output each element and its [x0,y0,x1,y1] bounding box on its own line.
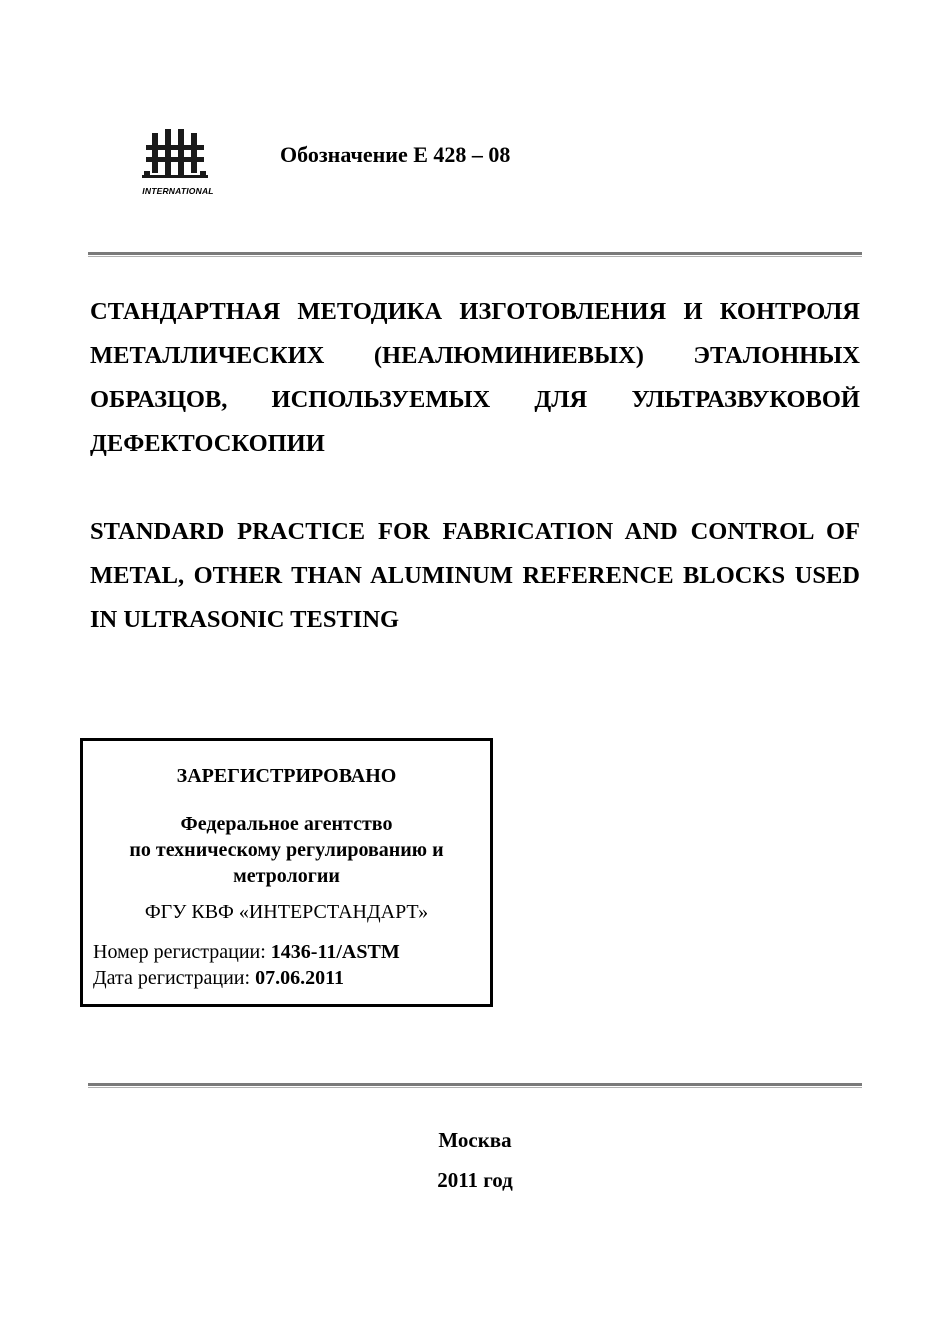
registration-date [93,967,344,990]
registration-organization: ФГУ КВФ «ИНТЕРСТАНДАРТ» [144,901,429,923]
registration-box [80,738,493,1007]
publication-year: 2011 год [437,1168,513,1192]
publication-city: Москва [438,1128,512,1152]
agency-line: по техническому регулированию и [129,839,444,861]
registration-agency [83,811,490,889]
top-divider [88,252,862,257]
title-english: STANDARD PRACTICE FOR FABRICATION AND CONTROL OF METAL, OTHER THAN ALUMINUM REFERENCE BLOCKS USED IN ULTRASONIC TESTING [90,518,860,633]
registration-number [93,941,400,964]
agency-line: метрологии [233,865,340,887]
registration-heading: ЗАРЕГИСТРИРОВАНО [176,765,397,787]
registration-number-label: Номер регистрации: [93,941,271,963]
registration-number-value: 1436-11/ASTM [270,941,400,963]
bottom-divider [88,1083,862,1088]
logo-subtitle: INTERNATIONAL [142,186,214,196]
standard-designation: Обозначение E 428 – 08 [280,142,511,167]
agency-line: Федеральное агентство [180,813,393,835]
title-russian: СТАНДАРТНАЯ МЕТОДИКА ИЗГОТОВЛЕНИЯ И КОНТРОЛЯ МЕТАЛЛИЧЕСКИХ (НЕАЛЮМИНИЕВЫХ) ЭТАЛОННЫХ ОБРАЗЦОВ, ИСПОЛЬЗУЕМЫХ ДЛЯ УЛЬТРАЗВУКОВОЙ ДЕФЕКТОСКОПИИ [90,298,860,457]
registration-date-value: 07.06.2011 [255,967,344,989]
astm-logo [132,125,222,205]
registration-date-label: Дата регистрации: [93,967,256,989]
